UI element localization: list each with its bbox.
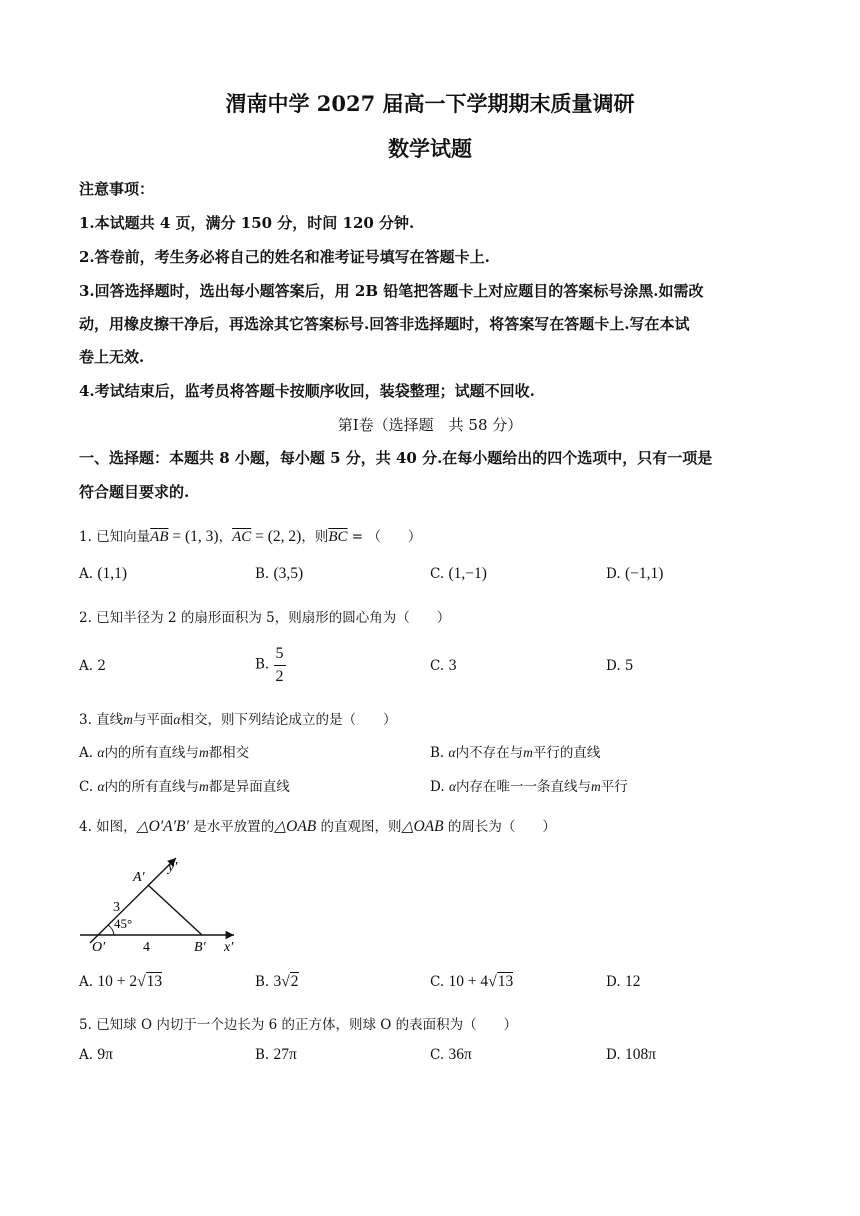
label-length-3: 3: [113, 900, 120, 915]
q4-option-a: A. 10 + 2√13: [79, 973, 163, 990]
q4-option-d: D. 12: [606, 973, 641, 990]
q4-option-c: C. 10 + 4√13: [430, 973, 514, 990]
q5-option-a: A. 9π: [79, 1046, 113, 1063]
q5-option-c: C. 36π: [430, 1046, 472, 1063]
q2-option-a: A. 2: [79, 658, 106, 674]
exam-subtitle: 数学试题: [388, 136, 472, 161]
q2-option-c: C. 3: [430, 658, 458, 674]
notice-item: 卷上无效.: [79, 348, 145, 366]
edge-a-b: [148, 885, 202, 935]
label-length-4: 4: [143, 940, 150, 955]
label-a-prime: A′: [133, 870, 145, 885]
q3-option-b: B. α内不存在与m平行的直线: [430, 745, 601, 761]
q3-option-d: D. α内存在唯一一条直线与m平行: [430, 779, 628, 795]
q1-option-d: D. (−1,1): [606, 565, 664, 582]
label-o-prime: O′: [92, 940, 106, 955]
q2-option-b: B. $\frac{5}{2}$: [255, 645, 284, 685]
question-4-stem: 4. 如图，△O′A′B′ 是水平放置的△OAB 的直观图，则△OAB 的周长为（ ）: [79, 818, 556, 835]
question-3-stem: 3. 直线m与平面α相交，则下列结论成立的是（ ）: [79, 712, 397, 728]
notice-item: 2.答卷前，考生务必将自己的姓名和准考证号填写在答题卡上.: [79, 248, 490, 266]
notice-item: 1.本试题共 4 页，满分 150 分，时间 120 分钟.: [79, 214, 415, 232]
q5-option-b: B. 27π: [255, 1046, 297, 1063]
question-1-stem: 1. 已知向量$\overline{AB} = (1$, 3)，$\overline{AC} = (2$, 2)，则$\overline{BC}$ = （ ）: [79, 528, 422, 545]
label-b-prime: B′: [194, 940, 206, 955]
exam-title: 渭南中学 2027 届高一下学期期末质量调研: [225, 91, 635, 116]
q3-option-a: A. α内的所有直线与m都相交: [79, 745, 250, 761]
q1-option-b: B. (3,5): [255, 565, 304, 582]
label-angle-45: 45°: [114, 916, 133, 931]
q1-option-a: A. (1,1): [79, 565, 128, 582]
q4-figure: [78, 855, 248, 955]
notice-item: 4.考试结束后，监考员将答题卡按顺序收回，装袋整理；试题不回收.: [79, 382, 535, 400]
q5-option-d: D. 108π: [606, 1046, 657, 1063]
section-instruction: 符合题目要求的.: [79, 483, 190, 501]
q4-option-b: B. 3√2: [255, 973, 299, 990]
question-2-stem: 2. 已知半径为 2 的扇形面积为 5，则扇形的圆心角为（ ）: [79, 610, 451, 626]
q2-option-d: D. 5: [606, 658, 634, 674]
question-5-stem: 5. 已知球 O 内切于一个边长为 6 的正方体，则球 O 的表面积为（ ）: [79, 1017, 518, 1033]
notice-heading: 注意事项：: [79, 180, 155, 198]
label-x-prime: x′: [224, 940, 234, 955]
q3-option-c: C. α内的所有直线与m都是异面直线: [79, 779, 290, 795]
notice-item: 动，用橡皮擦干净后，再选涂其它答案标号.回答非选择题时，将答案写在答题卡上.写在本试: [79, 315, 690, 333]
notice-item: 3.回答选择题时，选出每小题答案后，用 2B 铅笔把答题卡上对应题目的答案标号涂黑.如需改: [79, 282, 704, 300]
label-y-prime: y′: [168, 860, 178, 875]
section-instruction: 一、选择题：本题共 8 小题，每小题 5 分，共 40 分.在每小题给出的四个选项中，只有一项是: [79, 449, 713, 467]
part-title: 第Ⅰ卷（选择题 共 58 分）: [337, 416, 523, 434]
q1-option-c: C. (1,−1): [430, 565, 487, 582]
fraction: $\frac{5}{2}$: [275, 645, 284, 685]
